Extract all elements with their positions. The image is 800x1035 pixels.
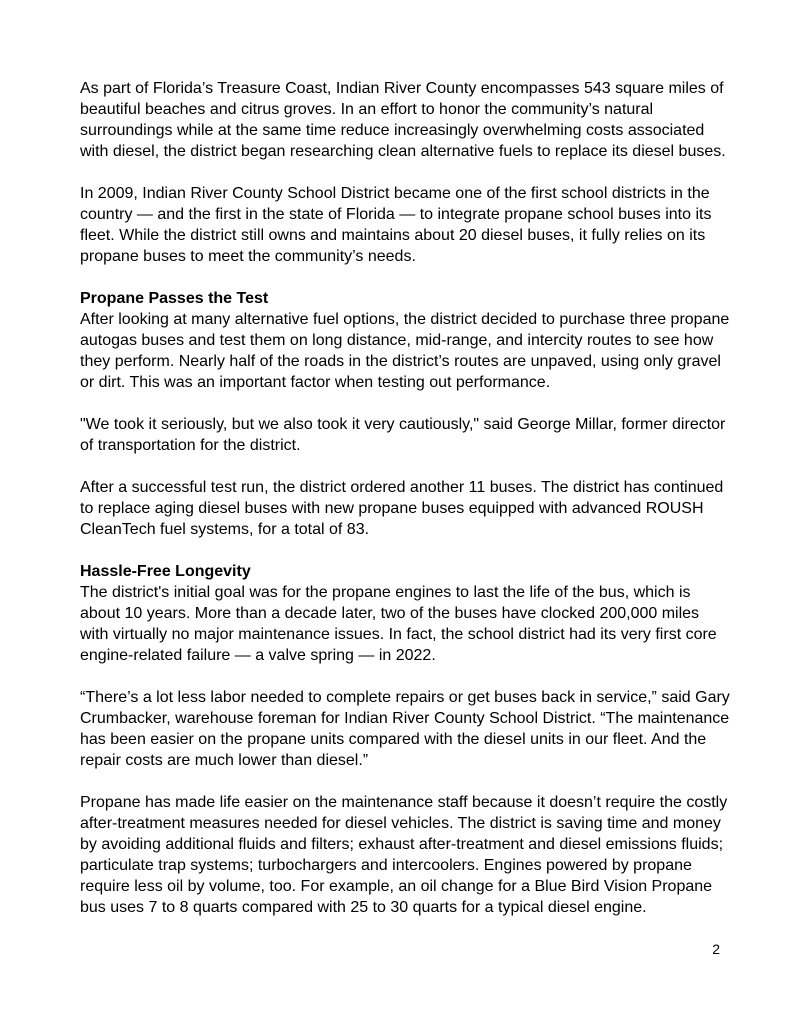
paragraph-longevity: The district's initial goal was for the propane engines to last the life of the bus, which is about 10 years. More than a decade later, two of the buses have clocked 200,000 miles with virtually no major maintenance issues. In fact, the school district had its very first core engine-related failure — a valve spring — in 2022. [80,584,717,664]
document-page [80,78,730,939]
section-heading-propane-test: Propane Passes the Test [80,290,269,307]
paragraph-maintenance: Propane has made life easier on the maintenance staff because it doesn’t require the costly after-treatment measures needed for diesel vehicles. The district is saving time and money by avoiding additional fluids and filters; exhaust after-treatment and diesel emissions fluids; particulate trap systems; turbochargers and intercoolers. Engines powered by propane require less oil by volume, too. For example, an oil change for a Blue Bird Vision Propane bus uses 7 to 8 quarts compared with 25 to 30 quarts for a typical diesel engine. [80,794,728,916]
paragraph-testing: After looking at many alternative fuel options, the district decided to purchase three propane autogas buses and test them on long distance, mid-range, and intercity routes to see how they perform. Nearly half of the roads in the district’s routes are unpaved, using only gravel or dirt. This was an important factor when testing out performance. [80,311,730,391]
paragraph-fleet-expansion: After a successful test run, the district ordered another 11 buses. The district has continued to replace aging diesel buses with new propane buses equipped with advanced ROUSH CleanTech fuel systems, for a total of 83. [80,479,724,538]
paragraph-quote-crumbacker: “There’s a lot less labor needed to complete repairs or get buses back in service,” said Gary Crumbacker, warehouse foreman for Indian River County School District. “The maintenance has been easier on the propane units compared with the diesel units in our fleet. And the repair costs are much lower than diesel.” [80,689,730,769]
page-number: 2 [712,941,720,957]
section-heading-longevity: Hassle-Free Longevity [80,563,251,580]
paragraph-intro: As part of Florida’s Treasure Coast, Indian River County encompasses 543 square miles of beautiful beaches and citrus groves. In an effort to honor the community’s natural surroundings while at the same time reduce increasingly overwhelming costs associated with diesel, the district began researching clean alternative fuels to replace its diesel buses. [80,80,726,160]
paragraph-history: In 2009, Indian River County School District became one of the first school districts in the country — and the first in the state of Florida — to integrate propane school buses into its fleet. While the district still owns and maintains about 20 diesel buses, it fully relies on its propane buses to meet the community’s needs. [80,185,712,265]
paragraph-quote-millar: "We took it seriously, but we also took it very cautiously," said George Millar, former director of transportation for the district. [80,416,726,454]
